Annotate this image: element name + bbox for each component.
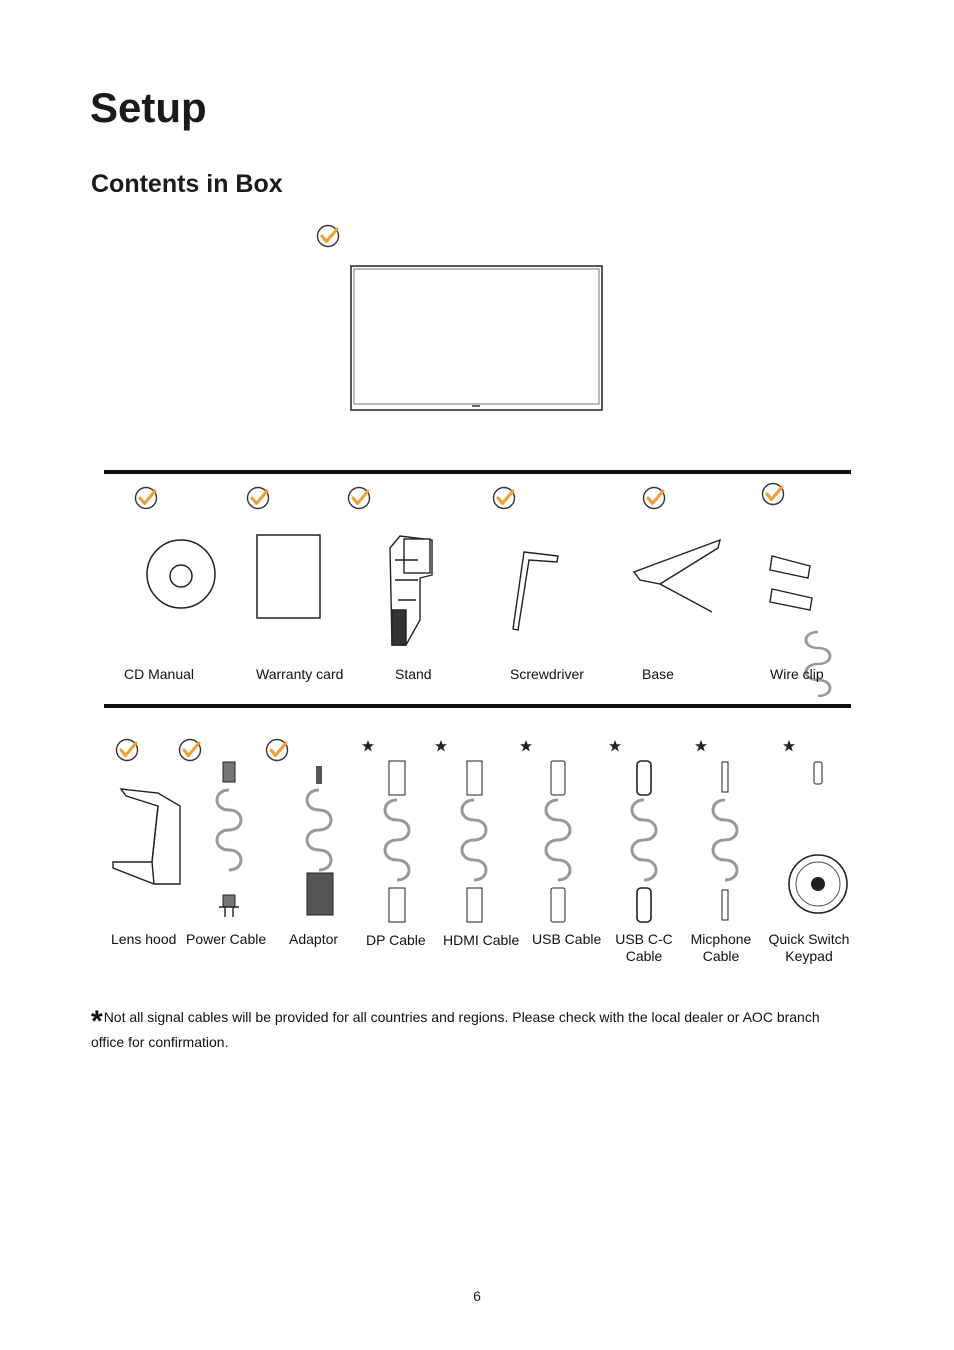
star-icon	[520, 740, 532, 752]
check-circle-icon	[248, 488, 269, 509]
check-circle-icon	[267, 740, 288, 761]
cd-image	[147, 540, 215, 608]
label-wire-clip: Wire clip	[770, 666, 824, 682]
star-icon	[362, 740, 374, 752]
base-image	[634, 540, 720, 612]
label-cd-manual: CD Manual	[124, 666, 195, 682]
usb-c-cable-image	[632, 761, 656, 922]
label-adaptor: Adaptor	[289, 931, 339, 947]
label-usb-cc-cable	[604, 931, 684, 965]
label-line: Cable	[625, 948, 663, 964]
usb-cable-image	[546, 761, 570, 922]
check-circle-icon	[763, 484, 784, 505]
label-power-cable: Power Cable	[186, 931, 267, 947]
label-line: USB C-C	[615, 931, 673, 947]
label-base: Base	[642, 666, 674, 682]
label-lens-hood: Lens hood	[111, 931, 177, 947]
check-circle-icon	[349, 488, 370, 509]
power-cable-image	[217, 762, 241, 917]
label-microphone-cable	[681, 931, 761, 965]
star-icon	[695, 740, 707, 752]
label-quick-switch-keypad	[763, 931, 855, 965]
section-title: Contents in Box	[91, 170, 283, 198]
screwdriver-image	[513, 552, 558, 630]
label-line: Keypad	[785, 948, 833, 964]
lens-hood-image	[113, 789, 180, 884]
star-icon	[609, 740, 621, 752]
label-dp-cable: DP Cable	[366, 932, 426, 948]
stand-image	[390, 536, 432, 645]
label-warranty-card: Warranty card	[256, 666, 344, 682]
check-circle-icon	[644, 488, 665, 509]
footnote-star: *	[91, 1005, 103, 1038]
label-usb-cable: USB Cable	[532, 931, 602, 947]
footnote	[91, 1005, 856, 1055]
label-screwdriver: Screwdriver	[510, 666, 584, 682]
label-line: Micphone	[690, 931, 752, 947]
footnote-text: Not all signal cables will be provided for all countries and regions. Please check with the local dealer or AOC branch office for confirmation.	[91, 1009, 820, 1050]
check-circle-icon	[117, 740, 138, 761]
adaptor-image	[307, 766, 333, 915]
page-title: Setup	[90, 84, 207, 131]
check-circle-icon	[494, 488, 515, 509]
microphone-cable-image	[713, 762, 737, 920]
check-circle-icon	[136, 488, 157, 509]
label-line: Quick Switch	[768, 931, 850, 947]
star-icon	[783, 740, 795, 752]
label-hdmi-cable: HDMI Cable	[443, 932, 520, 948]
warranty-card-image	[257, 535, 320, 618]
check-circle-icon	[180, 740, 201, 761]
page-number: 6	[473, 1288, 481, 1304]
hdmi-cable-image	[462, 761, 486, 922]
label-stand: Stand	[395, 666, 432, 682]
label-line: Cable	[702, 948, 740, 964]
star-icon	[435, 740, 447, 752]
monitor-image	[318, 226, 603, 411]
check-circle-icon	[318, 226, 339, 247]
dp-cable-image	[385, 761, 409, 922]
wire-clip-image	[770, 556, 812, 610]
